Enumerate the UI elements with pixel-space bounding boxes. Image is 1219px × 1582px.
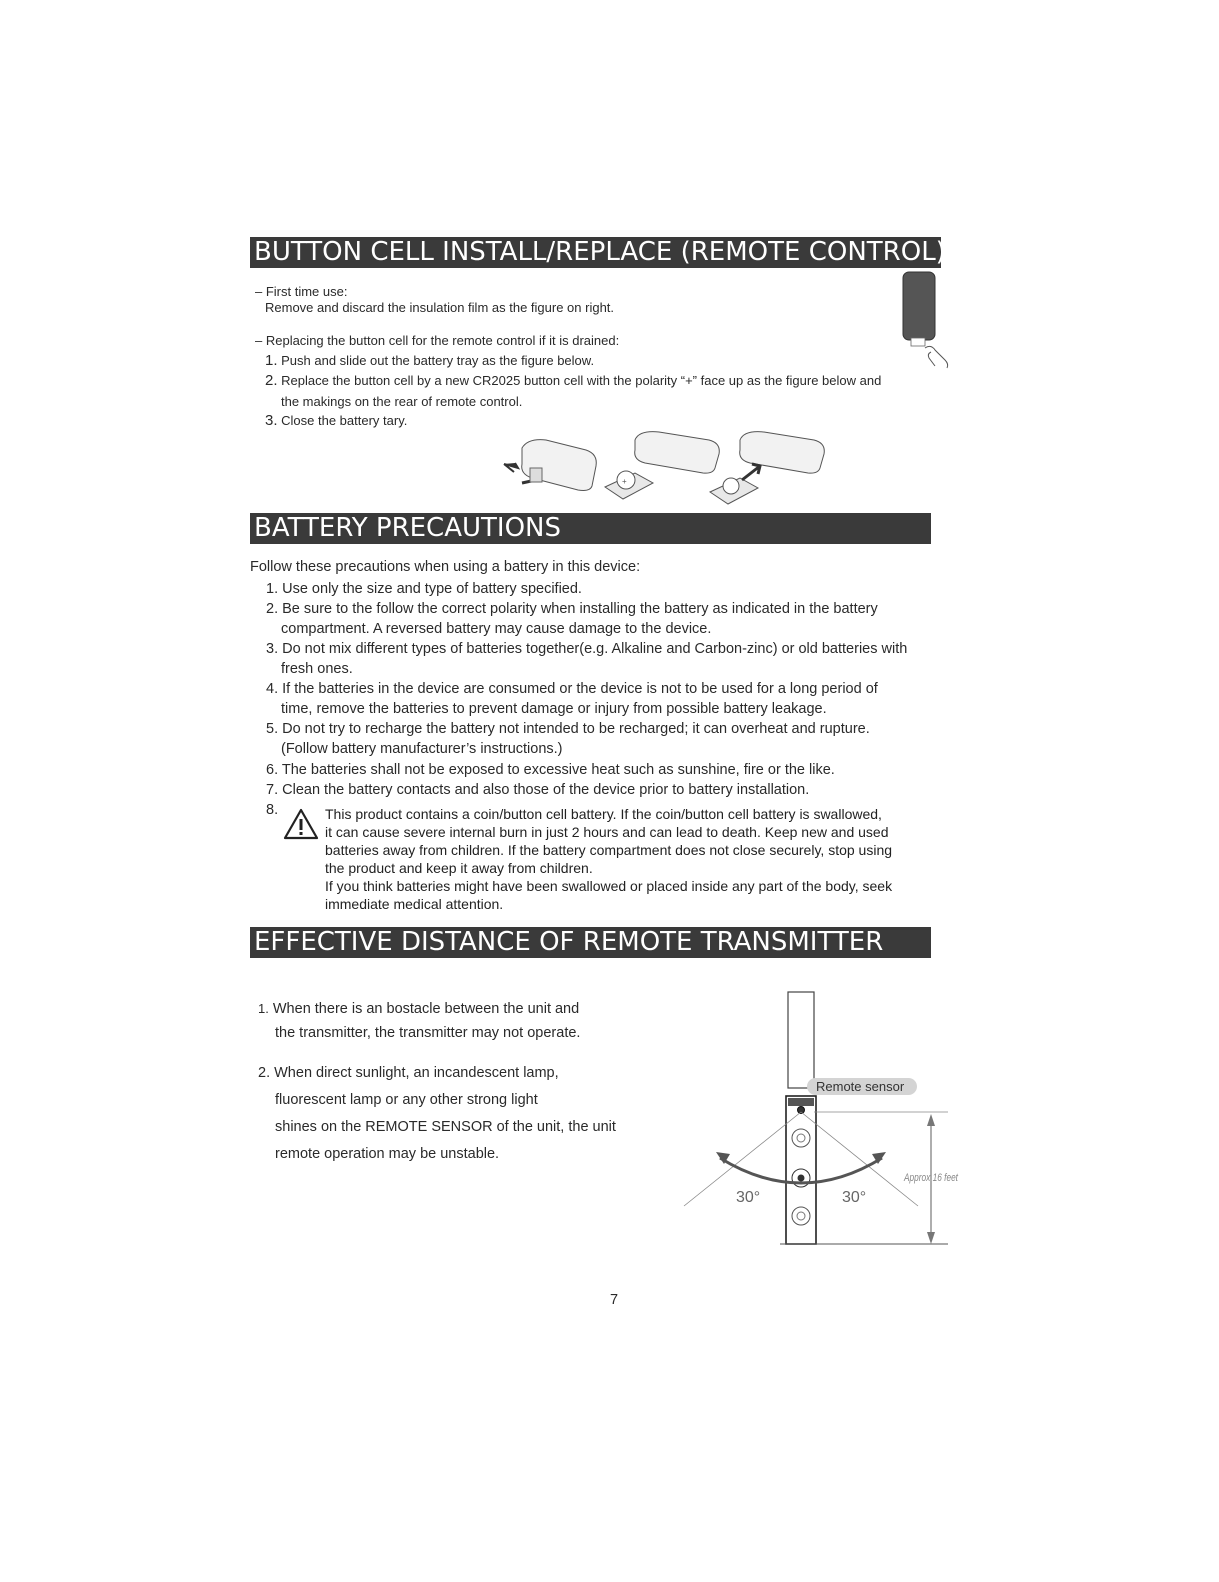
tower-top-panel	[788, 1098, 814, 1106]
section-title-effective-distance: EFFECTIVE DISTANCE OF REMOTE TRANSMITTER	[250, 927, 931, 958]
distance-item-2-cont: shines on the REMOTE SENSOR of the unit, the unit	[275, 1119, 616, 1135]
precaution-line: (Follow battery manufacturer’s instructions.)	[281, 741, 563, 757]
first-use-label	[255, 284, 347, 299]
distance-arrow-down-icon	[927, 1232, 935, 1244]
warning-line: This product contains a coin/button cell battery. If the coin/button cell battery is swallowed,	[325, 806, 882, 822]
insulation-film	[911, 338, 925, 346]
plus-mark: +	[622, 477, 627, 486]
arrow-icon	[504, 463, 518, 472]
tray-step-2	[605, 432, 719, 499]
item-number: 2.	[258, 1065, 271, 1081]
page-number: 7	[610, 1292, 619, 1308]
warning-line: the product and keep it away from children.	[325, 860, 593, 876]
section-title-battery-precautions: BATTERY PRECAUTIONS	[250, 513, 931, 544]
remote-insulation-figure	[895, 268, 955, 373]
step-1	[265, 352, 594, 369]
step-text: Push and slide out the battery tray as the figure below.	[281, 353, 595, 368]
item-number: 1.	[258, 1001, 269, 1016]
step-number: 2.	[265, 372, 278, 389]
remote-outline	[522, 440, 597, 491]
sensor-label: Remote sensor	[816, 1079, 905, 1094]
arrow-icon	[742, 464, 760, 480]
distance-item-1-cont: the transmitter, the transmitter may not operate.	[275, 1025, 581, 1041]
precaution-line: compartment. A reversed battery may cause damage to the device.	[281, 621, 712, 637]
warning-line: batteries away from children. If the battery compartment does not close securely, stop using	[325, 842, 893, 858]
step-3	[265, 412, 407, 429]
step-number: 3.	[265, 412, 278, 429]
step-2	[265, 372, 881, 389]
precautions-intro: Follow these precautions when using a battery in this device:	[250, 559, 641, 575]
warning-line: immediate medical attention.	[325, 896, 504, 912]
step-2-cont: the makings on the rear of remote control.	[281, 394, 523, 409]
dash: –	[255, 333, 266, 348]
remote-sensor-diagram	[680, 988, 965, 1250]
replacing-text-body: Replacing the button cell for the remote control if it is drained:	[265, 333, 620, 348]
warning-triangle-icon	[283, 808, 319, 840]
precaution-line: time, remove the batteries to prevent damage or injury from possible battery leakage.	[281, 701, 827, 717]
tray-step-1	[504, 440, 596, 491]
speaker-driver	[792, 1129, 810, 1147]
warning-line: If you think batteries might have been swallowed or placed inside any part of the body, seek	[325, 878, 893, 894]
first-use-text: Remove and discard the insulation film as the figure on right.	[265, 300, 615, 315]
distance-arrow-up-icon	[927, 1114, 935, 1126]
first-use-label-text: First time use:	[265, 284, 348, 299]
item-text: When direct sunlight, an incandescent lamp,	[274, 1065, 559, 1081]
remote-body	[903, 272, 935, 340]
dash: –	[255, 284, 266, 299]
tower-upper	[788, 992, 814, 1088]
item-text: When there is an bostacle between the unit and	[272, 1001, 580, 1017]
precaution-line: 5. Do not try to recharge the battery not intended to be recharged; it can overheat and rupture.	[266, 721, 870, 737]
replacing-text	[255, 333, 619, 348]
warning-number: 8.	[266, 802, 279, 818]
precaution-line: 6. The batteries shall not be exposed to excessive heat such as sunshine, fire or the like.	[266, 762, 835, 778]
precaution-line: fresh ones.	[281, 661, 353, 677]
precaution-line: 2. Be sure to the follow the correct polarity when installing the battery as indicated in the battery	[266, 601, 878, 617]
angle-label-right: 30°	[842, 1189, 867, 1206]
battery-tray-figure	[500, 422, 830, 510]
remote-outline	[740, 432, 825, 473]
coin-cell	[723, 478, 739, 494]
section-title-button-cell: BUTTON CELL INSTALL/REPLACE (REMOTE CONTROL)	[250, 237, 941, 268]
distance-label: Approx.16 feet	[903, 1172, 959, 1184]
angle-label-left: 30°	[736, 1189, 761, 1206]
precaution-line: 7. Clean the battery contacts and also those of the device prior to battery installation.	[266, 782, 810, 798]
distance-item-2	[258, 1065, 559, 1081]
distance-item-1	[258, 1001, 579, 1017]
tray-outline	[530, 468, 542, 482]
hand-icon	[925, 346, 948, 368]
tray-step-3	[710, 432, 824, 504]
step-number: 1.	[265, 352, 278, 369]
distance-item-2-cont: remote operation may be unstable.	[275, 1146, 500, 1162]
precaution-line: 4. If the batteries in the device are consumed or the device is not to be used for a long period of	[266, 681, 878, 697]
precaution-line: 1. Use only the size and type of battery specified.	[266, 581, 582, 597]
remote-outline	[635, 432, 720, 473]
precaution-line: 3. Do not mix different types of batteries together(e.g. Alkaline and Carbon-zinc) or old batteries with	[266, 641, 908, 657]
distance-item-2-cont: fluorescent lamp or any other strong light	[275, 1092, 538, 1108]
step-text: Replace the button cell by a new CR2025 button cell with the polarity “+” face up as the figure below and	[281, 373, 882, 388]
warning-line: it can cause severe internal burn in just 2 hours and can lead to death. Keep new and used	[325, 824, 889, 840]
step-text: Close the battery tary.	[281, 413, 408, 428]
speaker-driver	[792, 1207, 810, 1225]
